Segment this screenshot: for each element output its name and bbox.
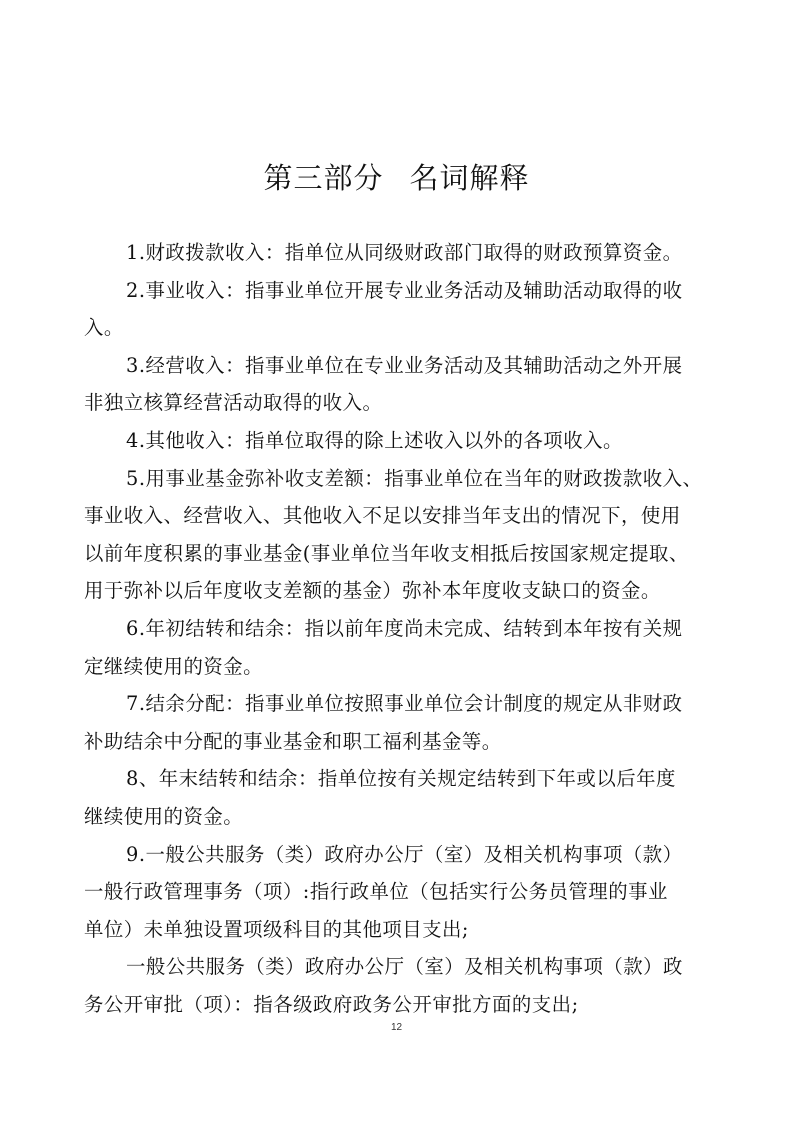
paragraph-line: 5.用事业基金弥补收支差额：指事业单位在当年的财政拨款收入、 [126, 466, 703, 490]
paragraph-line: 入。 [84, 316, 124, 340]
paragraph-line: 一般公共服务（类）政府办公厅（室）及相关机构事项（款）政 [126, 955, 683, 979]
page-number: 12 [390, 1022, 403, 1033]
paragraph-line: 6.年初结转和结余：指以前年度尚未完成、结转到本年按有关规 [126, 616, 683, 640]
paragraph-line: 务公开审批（项）：指各级政府政务公开审批方面的支出; [84, 992, 579, 1016]
paragraph-line: 以前年度积累的事业基金(事业单位当年收支相抵后按国家规定提取、 [84, 541, 689, 565]
title-part: 第三部分 [263, 161, 384, 195]
paragraph-line: 事业收入、经营收入、其他收入不足以安排当年支出的情况下，使用 [84, 504, 681, 528]
paragraph-line: 定继续使用的资金。 [84, 654, 264, 678]
paragraph-line: 9.一般公共服务（类）政府办公厅（室）及相关机构事项（款） [126, 842, 683, 866]
paragraph-line: 8、年末结转和结余：指单位按有关规定结转到下年或以后年度 [126, 767, 676, 791]
paragraph-line: 7.结余分配：指事业单位按照事业单位会计制度的规定从非财政 [126, 692, 683, 716]
paragraph-line: 1.财政拨款收入：指单位从同级财政部门取得的财政预算资金。 [126, 241, 683, 264]
paragraph-line: 单位）未单独设置项级科目的其他项目支出; [84, 917, 469, 941]
paragraph-line: 3.经营收入：指事业单位在专业业务活动及其辅助活动之外开展 [126, 353, 683, 377]
document-body [84, 234, 716, 1023]
title-name: 名词解释 [409, 161, 530, 195]
paragraph-line: 一般行政管理事务（项）:指行政单位（包括实行公务员管理的事业 [84, 880, 668, 904]
page-title [0, 156, 793, 197]
paragraph-line: 4.其他收入：指单位取得的除上述收入以外的各项收入。 [126, 428, 623, 452]
paragraph-line: 非独立核算经营活动取得的收入。 [84, 391, 383, 415]
paragraph-line: 补助结余中分配的事业基金和职工福利基金等。 [84, 729, 502, 753]
paragraph-line: 继续使用的资金。 [84, 804, 244, 828]
paragraph-line: 2.事业收入：指事业单位开展专业业务活动及辅助活动取得的收 [126, 278, 683, 302]
paragraph-line: 用于弥补以后年度收支差额的基金）弥补本年度收支缺口的资金。 [84, 579, 661, 603]
